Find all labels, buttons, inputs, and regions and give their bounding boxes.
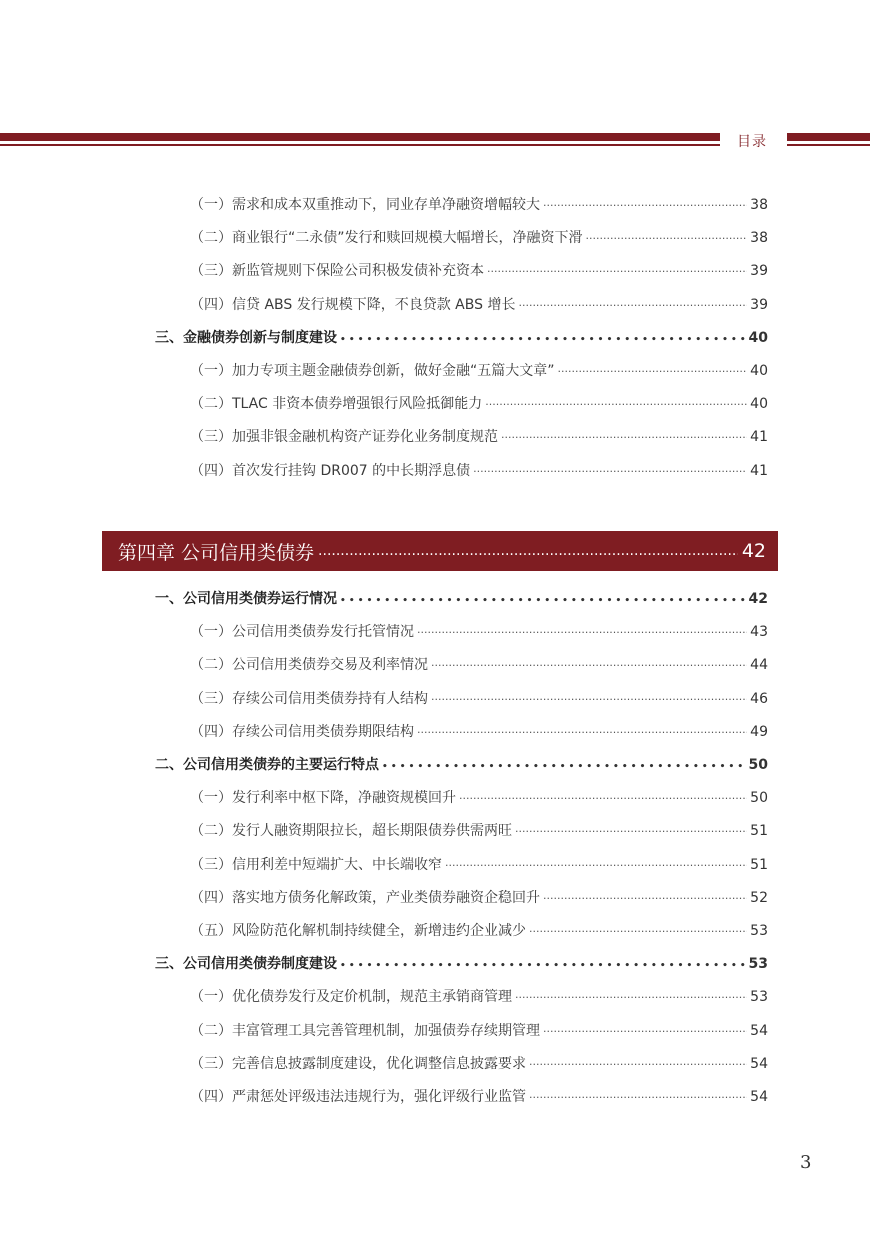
toc-entry-title: （三）新监管规则下保险公司积极发债补充资本 [190,263,484,280]
toc-entry-title: （一）需求和成本双重推动下，同业存单净融资增幅较大 [190,197,540,213]
toc-leader-dots [485,398,747,411]
toc-leader-dots [558,365,748,378]
toc-section-entry[interactable] [155,953,768,973]
toc-leader-dots [340,596,746,606]
toc-leader-dots [586,232,748,245]
toc-entry-page: 42 [748,591,768,607]
toc-entry-page: 40 [750,363,768,379]
toc-subsection-entry[interactable] [190,1086,768,1106]
toc-entry-title: （一）发行利率中枢下降，净融资规模回升 [190,790,456,807]
chapter-page-number: 42 [741,540,766,562]
toc-entry-title: （三）加强非银金融机构资产证券化业务制度规范 [190,429,498,446]
toc-entry-page: 41 [750,462,768,479]
toc-leader-dots [543,1025,747,1038]
toc-entry-page: 39 [750,296,768,313]
toc-subsection-entry[interactable] [190,426,768,446]
toc-subsection-entry[interactable] [190,1020,768,1040]
toc-entry-title: （五）风险防范化解机制持续健全，新增违约企业减少 [190,923,526,939]
toc-entry-title: （一）优化债券发行及定价机制，规范主承销商管理 [190,989,512,1006]
toc-entry-title: （二）丰富管理工具完善管理机制，加强债券存续期管理 [190,1022,540,1039]
toc-entry-title: （二）商业银行“二永债”发行和赎回规模大幅增长，净融资下滑 [190,230,583,247]
toc-subsection-entry[interactable] [190,460,768,480]
header-rule-right-thin [787,144,870,146]
toc-entry-page: 54 [750,1055,768,1072]
toc-leader-dots [417,726,747,739]
toc-leader-dots [417,626,747,639]
toc-leader-dots [501,431,747,444]
toc-entry-title: （一）公司信用类债券发行托管情况 [190,624,414,641]
toc-leader-dots [340,961,746,971]
toc-entry-title: （三）完善信息披露制度建设，优化调整信息披露要求 [190,1055,526,1072]
toc-subsection-entry[interactable] [190,194,768,214]
toc-subsection-entry[interactable] [190,787,768,807]
toc-subsection-entry[interactable] [190,360,768,380]
toc-entry-page: 54 [750,1022,768,1039]
toc-leader-dots [529,925,747,938]
toc-entry-page: 40 [750,396,768,413]
toc-entry-page: 53 [748,956,768,973]
toc-entry-title: 二、公司信用类债券的主要运行特点 [155,757,379,773]
toc-subsection-entry[interactable] [190,654,768,674]
toc-entry-title: （二）公司信用类债券交易及利率情况 [190,657,428,674]
toc-entry-title: （二）发行人融资期限拉长，超长期限债券供需两旺 [190,823,512,840]
toc-entry-title: 三、金融债券创新与制度建设 [155,329,337,346]
toc-entry-page: 39 [750,263,768,280]
toc-subsection-entry[interactable] [190,854,768,874]
chapter-title: 第四章 公司信用类债券 [118,541,315,564]
toc-entry-page: 38 [750,197,768,213]
toc-leader-dots [518,299,747,312]
toc-entry-title: （四）首次发行挂钩 DR007 的中长期浮息债 [190,462,471,479]
toc-entry-page: 50 [748,757,768,773]
toc-leader-dots [529,1058,747,1071]
toc-subsection-entry[interactable] [190,621,768,641]
toc-entry-title: （四）存续公司信用类债券期限结构 [190,723,414,740]
chapter-banner[interactable] [102,531,778,571]
toc-entry-title: （三）信用利差中短端扩大、中长端收窄 [190,856,442,873]
toc-leader-dots [543,199,747,212]
toc-leader-dots [431,659,747,672]
toc-entry-page: 51 [750,856,768,873]
toc-entry-page: 54 [750,1089,768,1105]
toc-subsection-entry[interactable] [190,393,768,413]
toc-subsection-entry[interactable] [190,986,768,1006]
toc-leader-dots [529,1091,747,1104]
toc-leader-dots [459,792,747,805]
toc-entry-title: （二）TLAC 非资本债券增强银行风险抵御能力 [190,396,483,413]
toc-leader-dots [340,335,746,345]
page-number: 3 [800,1152,812,1173]
toc-entry-title: （四）落实地方债务化解政策，产业类债券融资企稳回升 [190,889,540,906]
toc-leader-dots [543,892,747,905]
toc-section-entry[interactable] [155,588,768,608]
toc-subsection-entry[interactable] [190,820,768,840]
toc-leader-dots [515,825,747,838]
toc-leader-dots [473,465,747,478]
toc-leader-dots [515,991,747,1004]
toc-leader-dots [487,265,747,278]
header-rule-left [0,133,720,141]
chapter-leader-dots [318,543,738,559]
toc-subsection-entry[interactable] [190,887,768,907]
toc-subsection-entry[interactable] [190,294,768,314]
header-rule-left-thin [0,144,720,146]
toc-entry-page: 40 [748,329,768,346]
toc-entry-page: 46 [750,690,768,707]
header-rule-right [787,133,870,141]
toc-section-entry[interactable] [155,754,768,774]
toc-entry-page: 44 [750,657,768,674]
toc-subsection-entry[interactable] [190,721,768,741]
toc-entry-page: 49 [750,723,768,740]
toc-entry-title: （三）存续公司信用类债券持有人结构 [190,690,428,707]
toc-leader-dots [382,762,746,772]
toc-subsection-entry[interactable] [190,227,768,247]
toc-entry-title: 三、公司信用类债券制度建设 [155,956,337,973]
header-title: 目录 [737,134,767,150]
toc-entry-title: 一、公司信用类债券运行情况 [155,591,337,607]
toc-leader-dots [431,693,747,706]
toc-entry-page: 51 [750,823,768,840]
toc-subsection-entry[interactable] [190,920,768,940]
toc-entry-page: 53 [750,923,768,939]
toc-subsection-entry[interactable] [190,260,768,280]
toc-leader-dots [445,859,747,872]
toc-entry-title: （四）严肃惩处评级违法违规行为，强化评级行业监管 [190,1089,526,1105]
toc-subsection-entry[interactable] [190,688,768,708]
toc-subsection-entry[interactable] [190,1053,768,1073]
toc-entry-page: 50 [750,790,768,807]
toc-entry-page: 38 [750,230,768,247]
toc-entry-page: 41 [750,429,768,446]
toc-entry-page: 53 [750,989,768,1006]
toc-section-entry[interactable] [155,327,768,347]
toc-entry-title: （四）信贷 ABS 发行规模下降，不良贷款 ABS 增长 [190,296,516,313]
toc-entry-page: 43 [750,624,768,641]
toc-entry-title: （一）加力专项主题金融债券创新，做好金融“五篇大文章” [190,363,555,379]
toc-entry-page: 52 [750,889,768,906]
